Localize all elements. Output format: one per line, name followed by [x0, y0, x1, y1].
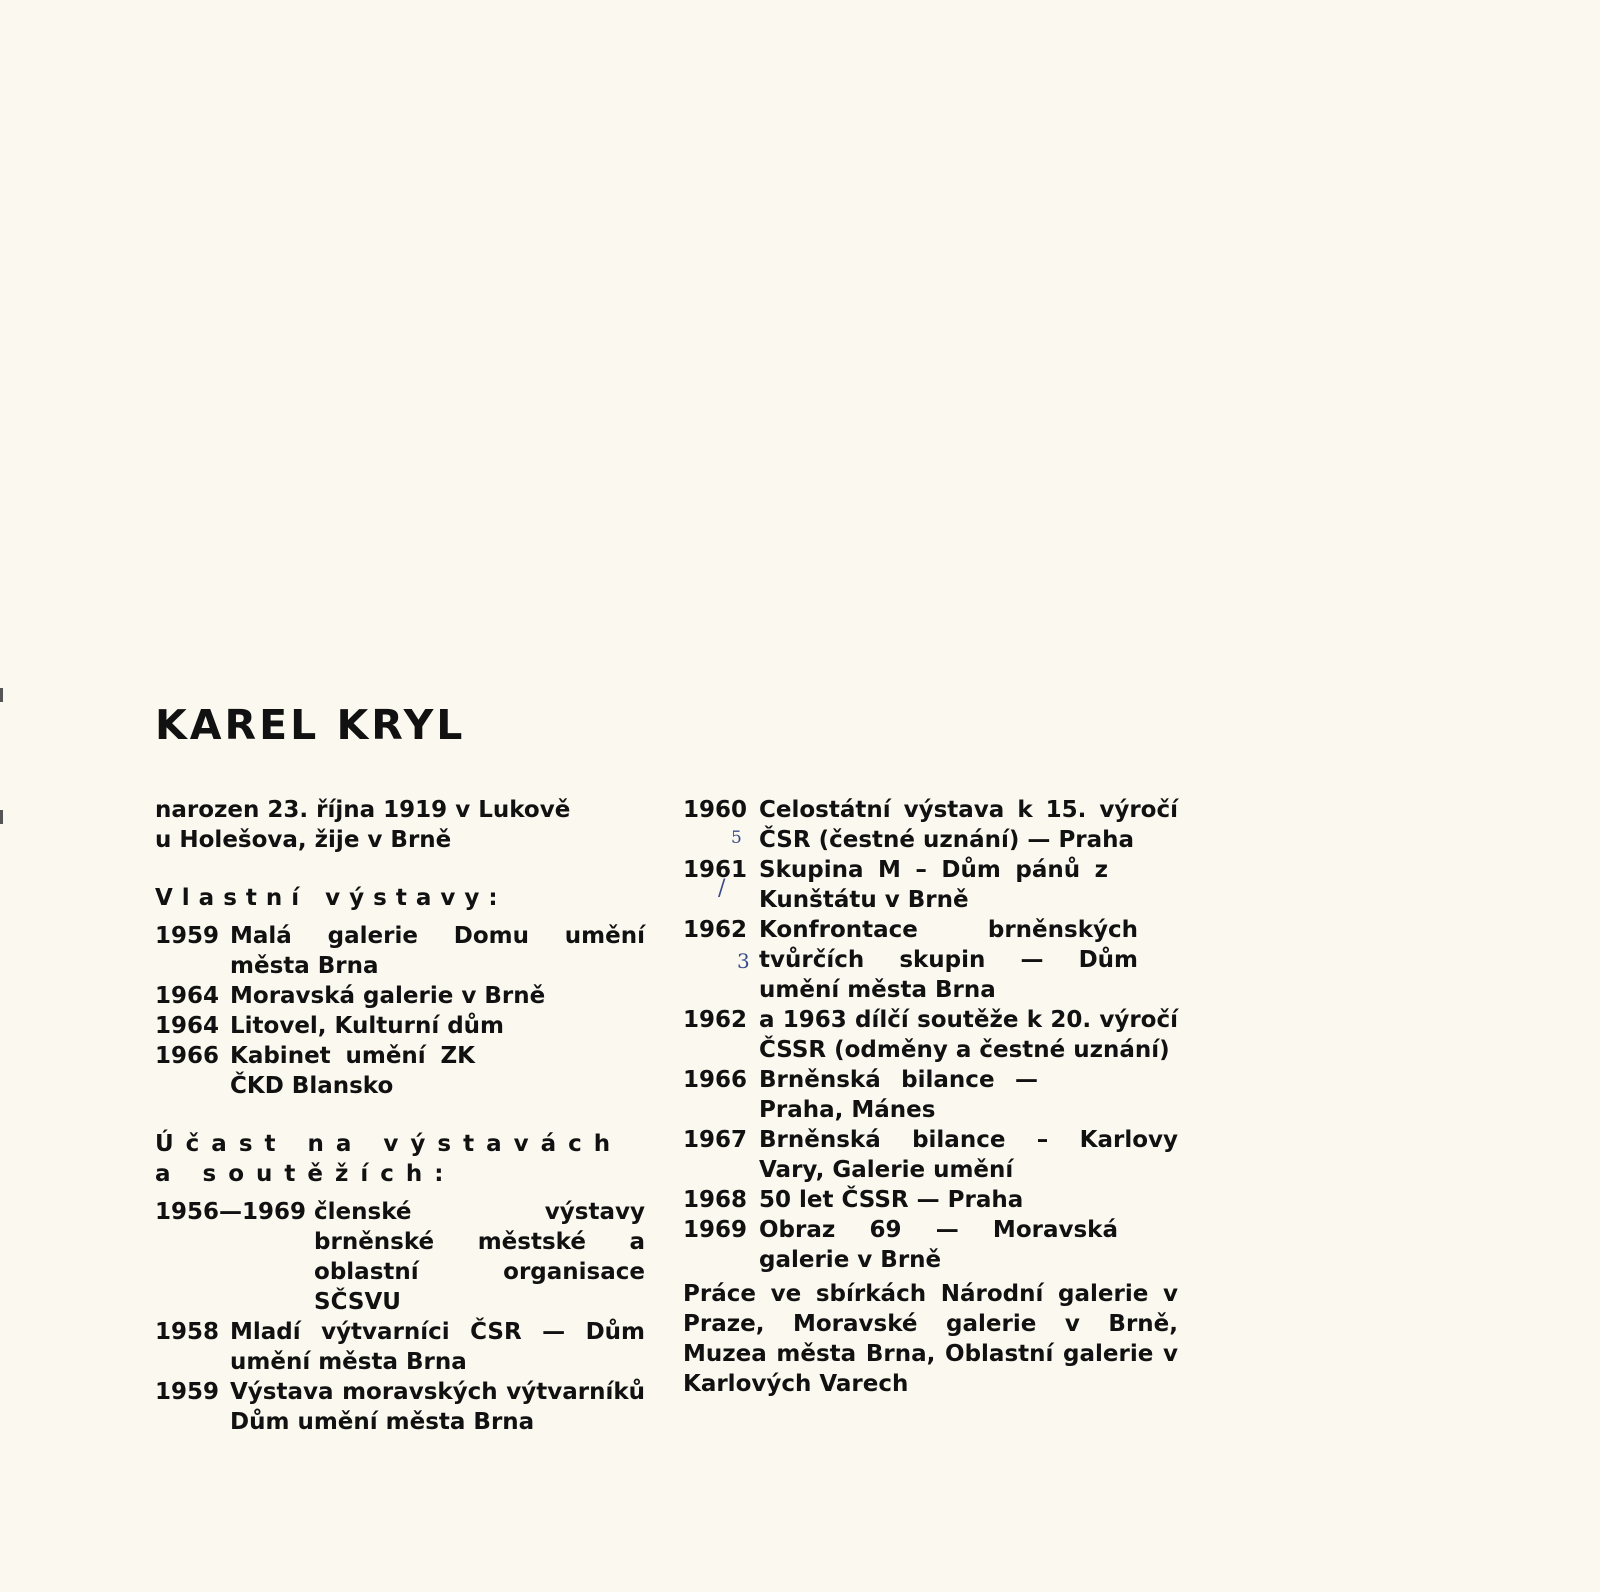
entry-year: 1969 — [683, 1217, 748, 1243]
group-exhibition-item — [683, 1005, 1178, 1065]
entry-text: Celostátní výstava k 15. výročí ČSR (čestné uznání) — Praha — [759, 797, 1178, 853]
entry-year: 1964 — [155, 983, 220, 1009]
entry-text: Mladí výtvarníci ČSR — Dům umění města Brna — [230, 1319, 645, 1375]
group-exhibitions-heading-line-1: Účast na výstavách — [155, 1131, 623, 1157]
group-exhibition-item — [155, 1197, 645, 1317]
entry-year: 1959 — [155, 923, 220, 949]
entry-year: 1967 — [683, 1127, 748, 1153]
entry-text: 50 let ČSSR — Praha — [759, 1187, 1024, 1213]
group-exhibition-item — [683, 1185, 1178, 1215]
entry-text: Brněnská bilance – Karlovy Vary, Galerie umění — [759, 1127, 1178, 1183]
group-exhibition-item — [683, 1065, 1178, 1125]
group-exhibition-item — [155, 1377, 645, 1437]
entry-year: 1958 — [155, 1319, 220, 1345]
entry-text: Brněnská bilance — Praha, Mánes — [759, 1067, 1038, 1123]
entry-text: Moravská galerie v Brně — [230, 983, 546, 1009]
entry-year: 1956—1969 — [155, 1199, 307, 1225]
handwritten-mark: 5 — [731, 828, 742, 848]
solo-exhibitions-heading: Vlastní výstavy: — [155, 885, 507, 911]
entry-year: 1964 — [155, 1013, 220, 1039]
entry-year: 1966 — [683, 1067, 748, 1093]
group-exhibition-item — [683, 855, 1178, 915]
birth-line-2: u Holešova, žije v Brně — [155, 827, 452, 853]
handwritten-mark: 3 — [737, 949, 750, 973]
entry-text: Kabinet umění ZK ČKD Blansko — [230, 1043, 475, 1099]
collections-paragraph: Práce ve sbírkách Národní galerie v Praze, Moravské galerie v Brně, Muzea města Brna, Oblastní galerie v Karlových Varech — [683, 1281, 1178, 1397]
entry-year: 1959 — [155, 1379, 220, 1405]
solo-exhibition-item — [155, 1011, 645, 1041]
solo-exhibition-item — [155, 1041, 645, 1101]
entry-year: 1961 — [683, 857, 748, 883]
entry-text: Malá galerie Domu umění města Brna — [230, 923, 645, 979]
group-exhibition-item — [683, 915, 1178, 1005]
group-exhibition-item — [683, 795, 1178, 855]
group-exhibition-item — [683, 1215, 1178, 1275]
entry-year: 1968 — [683, 1187, 748, 1213]
handwritten-mark: / — [718, 876, 726, 901]
solo-exhibition-item — [155, 981, 645, 1011]
group-exhibition-item — [683, 1125, 1178, 1185]
group-exhibitions-heading-line-2: a soutěžích: — [155, 1161, 456, 1187]
page-edge-mark — [0, 810, 3, 824]
page-title: KAREL KRYL — [155, 701, 466, 749]
entry-text: členské výstavy brněnské městské a oblastní organisace SČSVU — [314, 1199, 645, 1315]
entry-year: 1960 — [683, 797, 748, 823]
entry-year: 1962 — [683, 917, 748, 943]
right-column — [683, 795, 1178, 1399]
entry-text: Obraz 69 — Moravská galerie v Brně — [759, 1217, 1118, 1273]
entry-text: a 1963 dílčí soutěže k 20. výročí ČSSR (odměny a čestné uznání) — [759, 1007, 1178, 1063]
entry-year: 1962 — [683, 1007, 748, 1033]
left-column — [155, 795, 645, 1437]
page-edge-mark — [0, 688, 3, 702]
entry-text: Konfrontace brněnských tvůrčích skupin — Dům umění města Brna — [759, 917, 1138, 1003]
solo-exhibition-item — [155, 921, 645, 981]
entry-year: 1966 — [155, 1043, 220, 1069]
entry-text: Litovel, Kulturní dům — [230, 1013, 505, 1039]
birth-line-1: narozen 23. října 1919 v Lukově — [155, 797, 571, 823]
entry-text: Výstava moravských výtvarníků Dům umění města Brna — [230, 1379, 645, 1435]
group-exhibition-item — [155, 1317, 645, 1377]
entry-text: Skupina M – Dům pánů z Kunštátu v Brně — [759, 857, 1108, 913]
